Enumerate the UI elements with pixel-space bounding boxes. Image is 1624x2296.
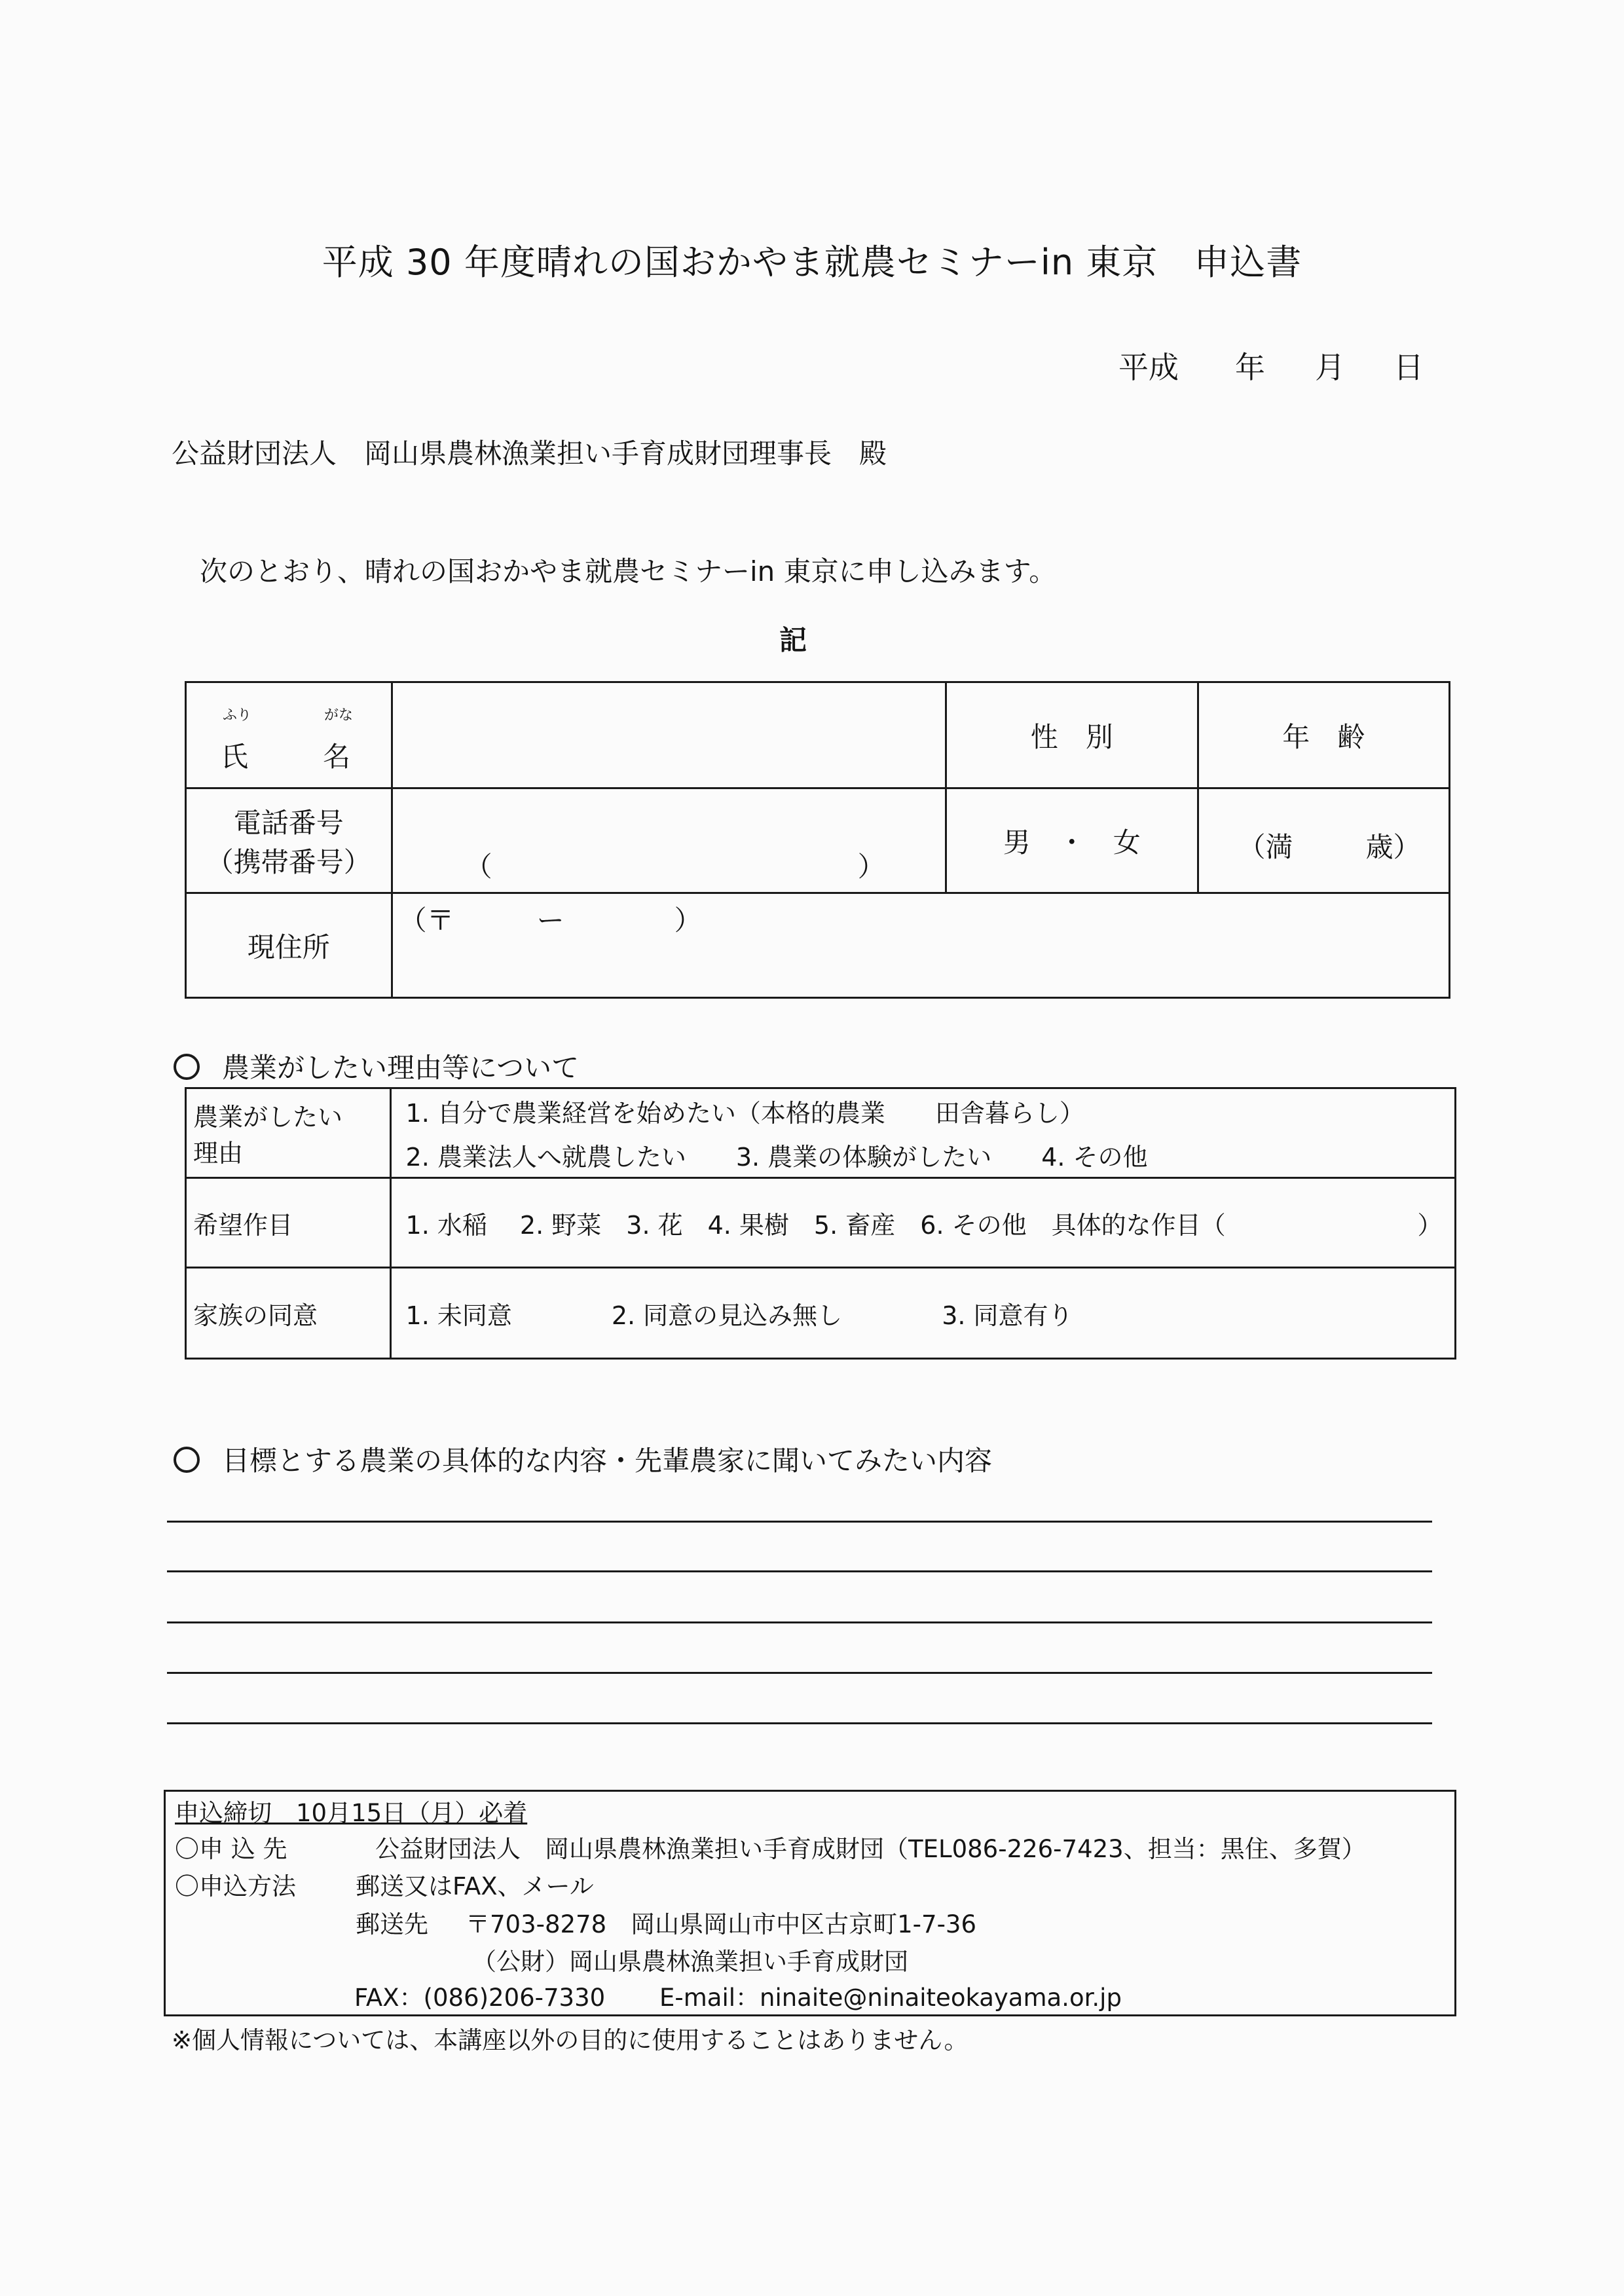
crop-close-paren: ）: [1417, 1210, 1443, 1240]
org-name: （公財）岡山県農林漁業担い手育成財団: [472, 1948, 908, 1976]
email-address[interactable]: E-mail：ninaite@ninaiteokayama.or.jp: [659, 1984, 1122, 2012]
name-label-cell: [186, 682, 392, 788]
crop-options[interactable]: 1. 水稲 2. 野菜 3. 花 4. 果樹 5. 畜産 6. その他 具体的な作目（ ）: [390, 1178, 1455, 1268]
phone-close-paren: ）: [857, 850, 885, 883]
address-field[interactable]: [392, 893, 1449, 998]
address-label: 現住所: [186, 893, 392, 998]
date-day: 日: [1393, 350, 1424, 385]
reasons-table: [185, 1087, 1456, 1360]
applicant-table: [185, 681, 1450, 999]
circle-bullet-icon: [174, 1054, 200, 1080]
name-label-2: 名: [323, 740, 351, 773]
intro-text: 次のとおり、晴れの国おかやま就農セミナーin 東京に申し込みます。: [200, 555, 1057, 587]
privacy-note: ※個人情報については、本講座以外の目的に使用することはありません。: [172, 2026, 969, 2054]
circle-bullet-icon: [174, 1447, 200, 1473]
postal-code: （〒 ー ）: [399, 904, 702, 936]
dest-value: 公益財団法人 岡山県農林漁業担い手育成財団（TEL086-226-7423、担当：黒住、多賀）: [375, 1835, 1366, 1863]
furi-label: ふり: [223, 707, 252, 724]
writing-line-5[interactable]: [167, 1722, 1432, 1724]
method-label: 〇申込方法: [175, 1872, 296, 1900]
application-info-box: [164, 1790, 1456, 2016]
fax-number: FAX：(086)206-7330: [354, 1984, 606, 2012]
form-title: 平成 30 年度晴れの国おかやま就農セミナーin 東京 申込書: [322, 242, 1302, 283]
age-close: 歳）: [1365, 830, 1421, 863]
gender-label: 性 別: [946, 682, 1198, 788]
age-open: （満: [1238, 830, 1293, 863]
date-era: 平成: [1118, 350, 1179, 385]
addressee: 公益財団法人 岡山県農林漁業担い手育成財団理事長 殿: [172, 437, 887, 470]
deadline: 申込締切 10月15日（月）必着: [175, 1799, 528, 1827]
reasons-heading: 農業がしたい理由等について: [174, 1046, 579, 1086]
date-month: 月: [1315, 350, 1345, 385]
mail-label: 郵送先: [356, 1910, 428, 1938]
family-consent-options[interactable]: 1. 未同意 2. 同意の見込み無し 3. 同意有り: [390, 1268, 1455, 1359]
gana-label: がな: [324, 707, 354, 724]
writing-line-1[interactable]: [167, 1521, 1432, 1523]
name-label-1: 氏: [221, 740, 249, 773]
gender-options[interactable]: 男 ・ 女: [946, 788, 1198, 893]
phone-label-cell: [186, 788, 392, 893]
age-field[interactable]: [1198, 788, 1449, 893]
writing-line-2[interactable]: [167, 1570, 1432, 1572]
phone-label-2: （携帯番号）: [206, 845, 371, 878]
goals-heading: 目標とする農業の具体的な内容・先輩農家に聞いてみたい内容: [174, 1439, 992, 1479]
ki-marker: 記: [779, 624, 807, 656]
mail-address: 〒703-8278 岡山県岡山市中区古京町1-7-36: [466, 1910, 976, 1938]
method-value: 郵送又はFAX、メール: [356, 1872, 594, 1900]
age-label: 年 齢: [1198, 682, 1449, 788]
date-year: 年: [1235, 350, 1265, 385]
reason-options[interactable]: 1. 自分で農業経営を始めたい（本格的農業 田舎暮らし） 2. 農業法人へ就農したい 3. 農業の体験がしたい 4. その他: [390, 1088, 1455, 1178]
crop-label: 希望作目: [186, 1178, 391, 1268]
phone-open-paren: （: [464, 850, 492, 883]
dest-label: 〇申 込 先: [175, 1835, 287, 1863]
name-field[interactable]: [392, 682, 946, 788]
reason-label: 農業がしたい 理由: [186, 1088, 391, 1178]
phone-label-1: 電話番号: [233, 806, 344, 839]
phone-field[interactable]: [392, 788, 946, 893]
writing-line-3[interactable]: [167, 1621, 1432, 1623]
writing-line-4[interactable]: [167, 1672, 1432, 1674]
family-consent-label: 家族の同意: [186, 1268, 391, 1359]
